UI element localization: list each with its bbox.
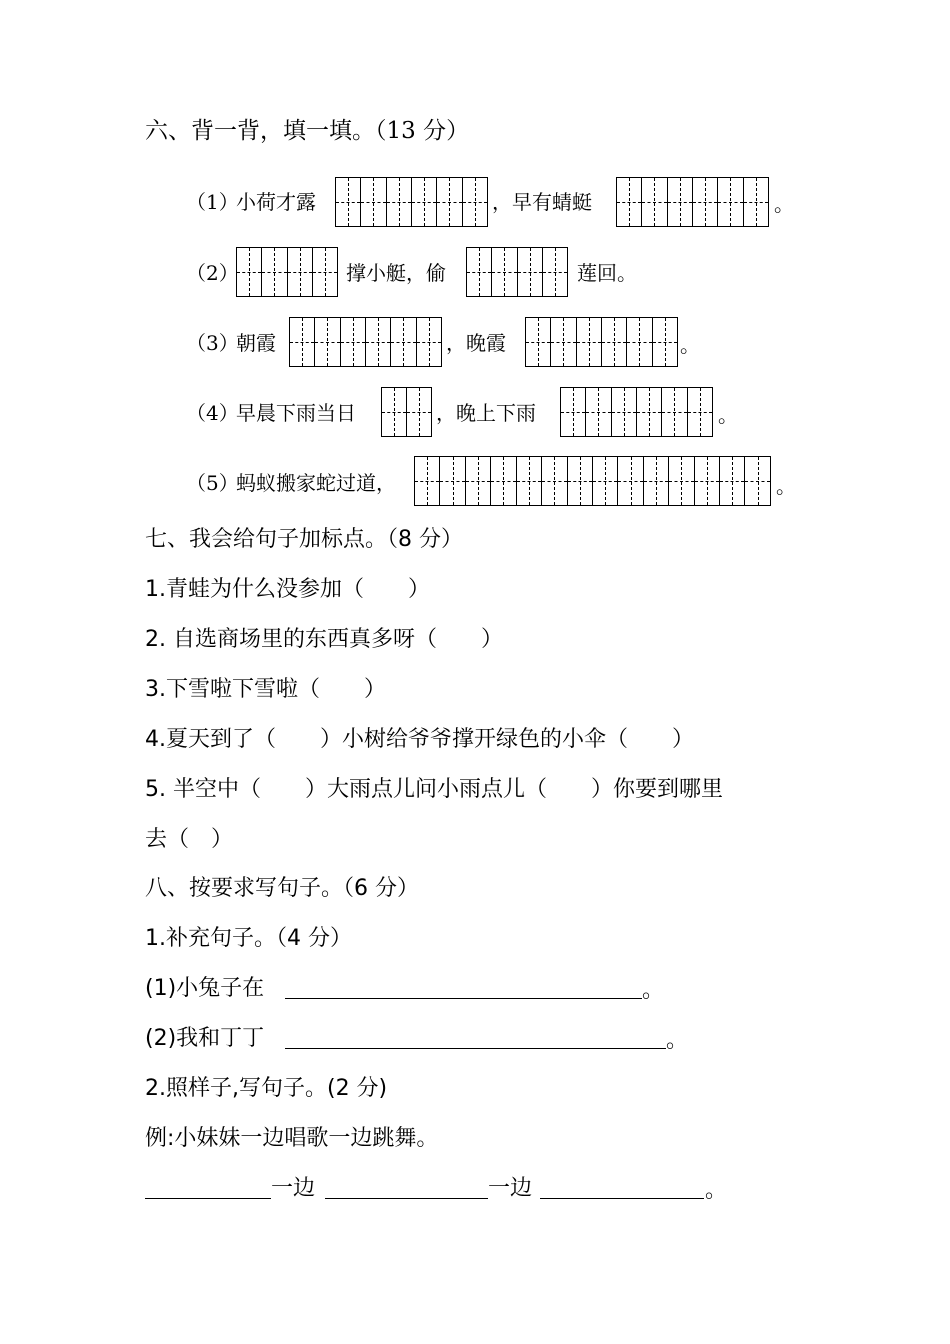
grid-cell[interactable] <box>387 178 412 226</box>
grid-cell[interactable] <box>518 248 543 296</box>
section-8-subsection-2: 2.照样子,写句子。(2 分) <box>145 1076 388 1101</box>
item-4-number: （4） <box>186 401 239 425</box>
yibian-word-1: 一边 <box>271 1176 316 1201</box>
item-1-text-2: ，早有蜻蜓 <box>492 190 592 214</box>
grid-cell[interactable] <box>467 248 492 296</box>
section-8-subsection-1: 1.补充句子。（4 分） <box>145 926 352 951</box>
grid-cell[interactable] <box>593 457 618 505</box>
grid-cell[interactable] <box>543 248 567 296</box>
example-sentence: 例:小妹妹一边唱歌一边跳舞。 <box>145 1126 439 1151</box>
grid-cell[interactable] <box>391 318 416 366</box>
grid-cell[interactable] <box>637 388 662 436</box>
item-5-answer-grid-1[interactable] <box>414 456 771 506</box>
grid-cell[interactable] <box>586 388 611 436</box>
item-2-number: （2） <box>186 261 239 285</box>
grid-cell[interactable] <box>336 178 361 226</box>
grid-cell[interactable] <box>288 248 313 296</box>
grid-cell[interactable] <box>688 388 712 436</box>
section-7-question-5-line-1: 5. 半空中（ ）大雨点儿问小雨点儿（ ）你要到哪里 <box>145 777 723 802</box>
grid-cell[interactable] <box>417 318 441 366</box>
grid-cell[interactable] <box>315 318 340 366</box>
section-6-title: 六、背一背，填一填。（13 分） <box>145 118 470 144</box>
imitation-blank-2[interactable] <box>325 1198 488 1199</box>
grid-cell[interactable] <box>491 457 516 505</box>
grid-cell[interactable] <box>463 178 487 226</box>
grid-cell[interactable] <box>412 178 437 226</box>
item-1-number: （1） <box>186 190 239 214</box>
item-3-end: 。 <box>680 333 700 357</box>
item-2-answer-grid-2[interactable] <box>466 247 568 297</box>
grid-cell[interactable] <box>492 248 517 296</box>
sentence-1-end: 。 <box>642 978 665 1003</box>
item-1-answer-grid-2[interactable] <box>616 177 769 227</box>
grid-cell[interactable] <box>517 457 542 505</box>
grid-cell[interactable] <box>568 457 593 505</box>
grid-cell[interactable] <box>602 318 627 366</box>
section-7-question-5-line-2: 去（ ） <box>145 827 234 852</box>
grid-cell[interactable] <box>612 388 637 436</box>
grid-cell[interactable] <box>341 318 366 366</box>
item-3-number: （3） <box>186 331 239 355</box>
sentence-1-answer-blank[interactable] <box>285 998 642 999</box>
grid-cell[interactable] <box>526 318 551 366</box>
item-2-end: 莲回。 <box>577 261 637 285</box>
item-3-text-1: 朝霞 <box>236 331 276 355</box>
yibian-word-2: 一边 <box>488 1176 533 1201</box>
grid-cell[interactable] <box>669 457 694 505</box>
grid-cell[interactable] <box>237 248 262 296</box>
item-1-end: 。 <box>774 192 794 216</box>
section-8-title: 八、按要求写句子。（6 分） <box>145 876 419 901</box>
grid-cell[interactable] <box>627 318 652 366</box>
section-7-question-4: 4.夏天到了（ ）小树给爷爷撑开绿色的小伞（ ） <box>145 727 694 752</box>
grid-cell[interactable] <box>662 388 687 436</box>
grid-cell[interactable] <box>437 178 462 226</box>
grid-cell[interactable] <box>262 248 287 296</box>
item-1-answer-grid-1[interactable] <box>335 177 488 227</box>
grid-cell[interactable] <box>382 388 407 436</box>
imitation-end: 。 <box>705 1178 728 1203</box>
imitation-blank-1[interactable] <box>145 1198 271 1199</box>
section-7-title: 七、我会给句子加标点。（8 分） <box>145 527 463 552</box>
grid-cell[interactable] <box>407 388 431 436</box>
item-4-answer-grid-2[interactable] <box>560 387 713 437</box>
item-3-answer-grid-2[interactable] <box>525 317 678 367</box>
item-4-answer-grid-1[interactable] <box>381 387 432 437</box>
grid-cell[interactable] <box>577 318 602 366</box>
item-3-text-2: ，晚霞 <box>446 331 506 355</box>
item-1-text-1: 小荷才露 <box>236 190 316 214</box>
grid-cell[interactable] <box>415 457 440 505</box>
item-2-answer-grid-1[interactable] <box>236 247 338 297</box>
section-7-question-2: 2. 自选商场里的东西真多呀（ ） <box>145 627 503 652</box>
grid-cell[interactable] <box>617 178 642 226</box>
grid-cell[interactable] <box>744 178 768 226</box>
item-5-number: （5） <box>186 471 239 495</box>
grid-cell[interactable] <box>313 248 337 296</box>
grid-cell[interactable] <box>644 457 669 505</box>
item-3-answer-grid-1[interactable] <box>289 317 442 367</box>
grid-cell[interactable] <box>361 178 386 226</box>
grid-cell[interactable] <box>366 318 391 366</box>
grid-cell[interactable] <box>653 318 677 366</box>
grid-cell[interactable] <box>440 457 465 505</box>
grid-cell[interactable] <box>745 457 769 505</box>
item-4-end: 。 <box>718 403 738 427</box>
grid-cell[interactable] <box>290 318 315 366</box>
sentence-2-prompt: (2)我和丁丁 <box>145 1026 265 1051</box>
grid-cell[interactable] <box>551 318 576 366</box>
sentence-2-end: 。 <box>666 1028 689 1053</box>
grid-cell[interactable] <box>720 457 745 505</box>
section-7-question-1: 1.青蛙为什么没参加（ ） <box>145 577 430 602</box>
grid-cell[interactable] <box>466 457 491 505</box>
grid-cell[interactable] <box>642 178 667 226</box>
item-5-text-1: 蚂蚁搬家蛇过道， <box>236 471 396 495</box>
grid-cell[interactable] <box>693 178 718 226</box>
sentence-1-prompt: (1)小兔子在 <box>145 976 265 1001</box>
item-4-text-2: ，晚上下雨 <box>436 401 536 425</box>
grid-cell[interactable] <box>668 178 693 226</box>
item-2-text-2: 撑小艇，偷 <box>346 261 446 285</box>
grid-cell[interactable] <box>561 388 586 436</box>
grid-cell[interactable] <box>542 457 567 505</box>
sentence-2-answer-blank[interactable] <box>285 1048 666 1049</box>
grid-cell[interactable] <box>718 178 743 226</box>
grid-cell[interactable] <box>695 457 720 505</box>
item-4-text-1: 早晨下雨当日 <box>236 401 356 425</box>
section-7-question-3: 3.下雪啦下雪啦（ ） <box>145 677 386 702</box>
item-5-end: 。 <box>776 474 796 498</box>
imitation-blank-3[interactable] <box>540 1198 704 1199</box>
grid-cell[interactable] <box>618 457 643 505</box>
